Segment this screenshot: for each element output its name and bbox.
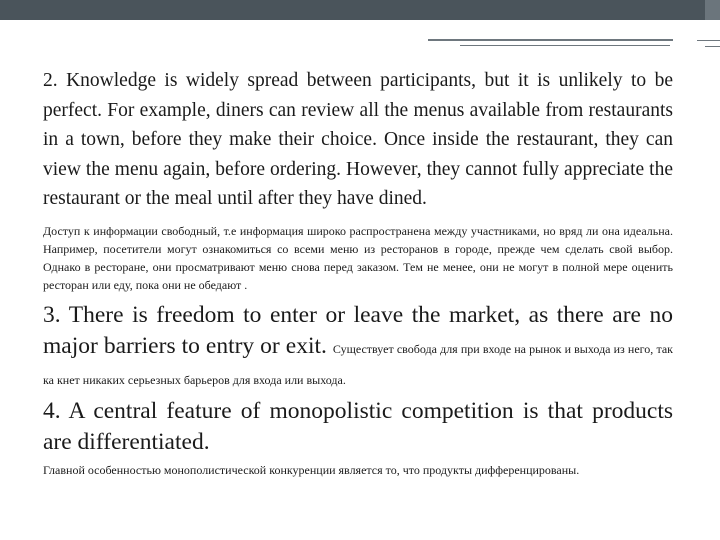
slide-top-bar <box>0 0 720 20</box>
slide-content <box>43 66 673 479</box>
decor-line <box>428 39 673 41</box>
point-4-english: 4. A central feature of monopolistic competition is that products are differentiated. <box>43 397 673 455</box>
decor-line <box>460 45 670 46</box>
top-bar-cap <box>705 0 720 20</box>
decor-line <box>697 40 720 41</box>
point-2-english: 2. Knowledge is widely spread between participants, but it is unlikely to be perfect. For example, diners can review all the menus available from restaurants in a town, before they make their choice. Once inside the restaurant, they can view the menu again, before ordering. However, they cannot fully appreciate the restaurant or the meal until after they have dined. <box>43 70 673 209</box>
decor-line <box>705 46 720 47</box>
point-2-russian: Доступ к информации свободный, т.е информация широко распространена между участниками, но вряд ли она идеальна. Например, посетители могут ознакомиться со всеми меню из ресторанов в городе, прежде чем сделать свой выбор. Однако в ресторане, они просматривают меню снова перед заказом. Тем не менее, они не могут в полной мере оценить ресторан или еду, пока они не обедают . <box>43 223 673 292</box>
point-3-english: 3. There is freedom to enter or leave the market, as there are no major barriers to entry or exit. <box>43 301 673 359</box>
point-4-russian: Главной особенностью монополистической конкуренции является то, что продукты дифференцированы. <box>43 462 580 477</box>
point-3-russian: Существует свобода для при входе на рынок и выхода из него, так ка кнет никаких серьезных барьеров для входа или выхода. <box>43 341 673 387</box>
point-3 <box>43 300 673 393</box>
top-bar-dark <box>0 0 705 20</box>
